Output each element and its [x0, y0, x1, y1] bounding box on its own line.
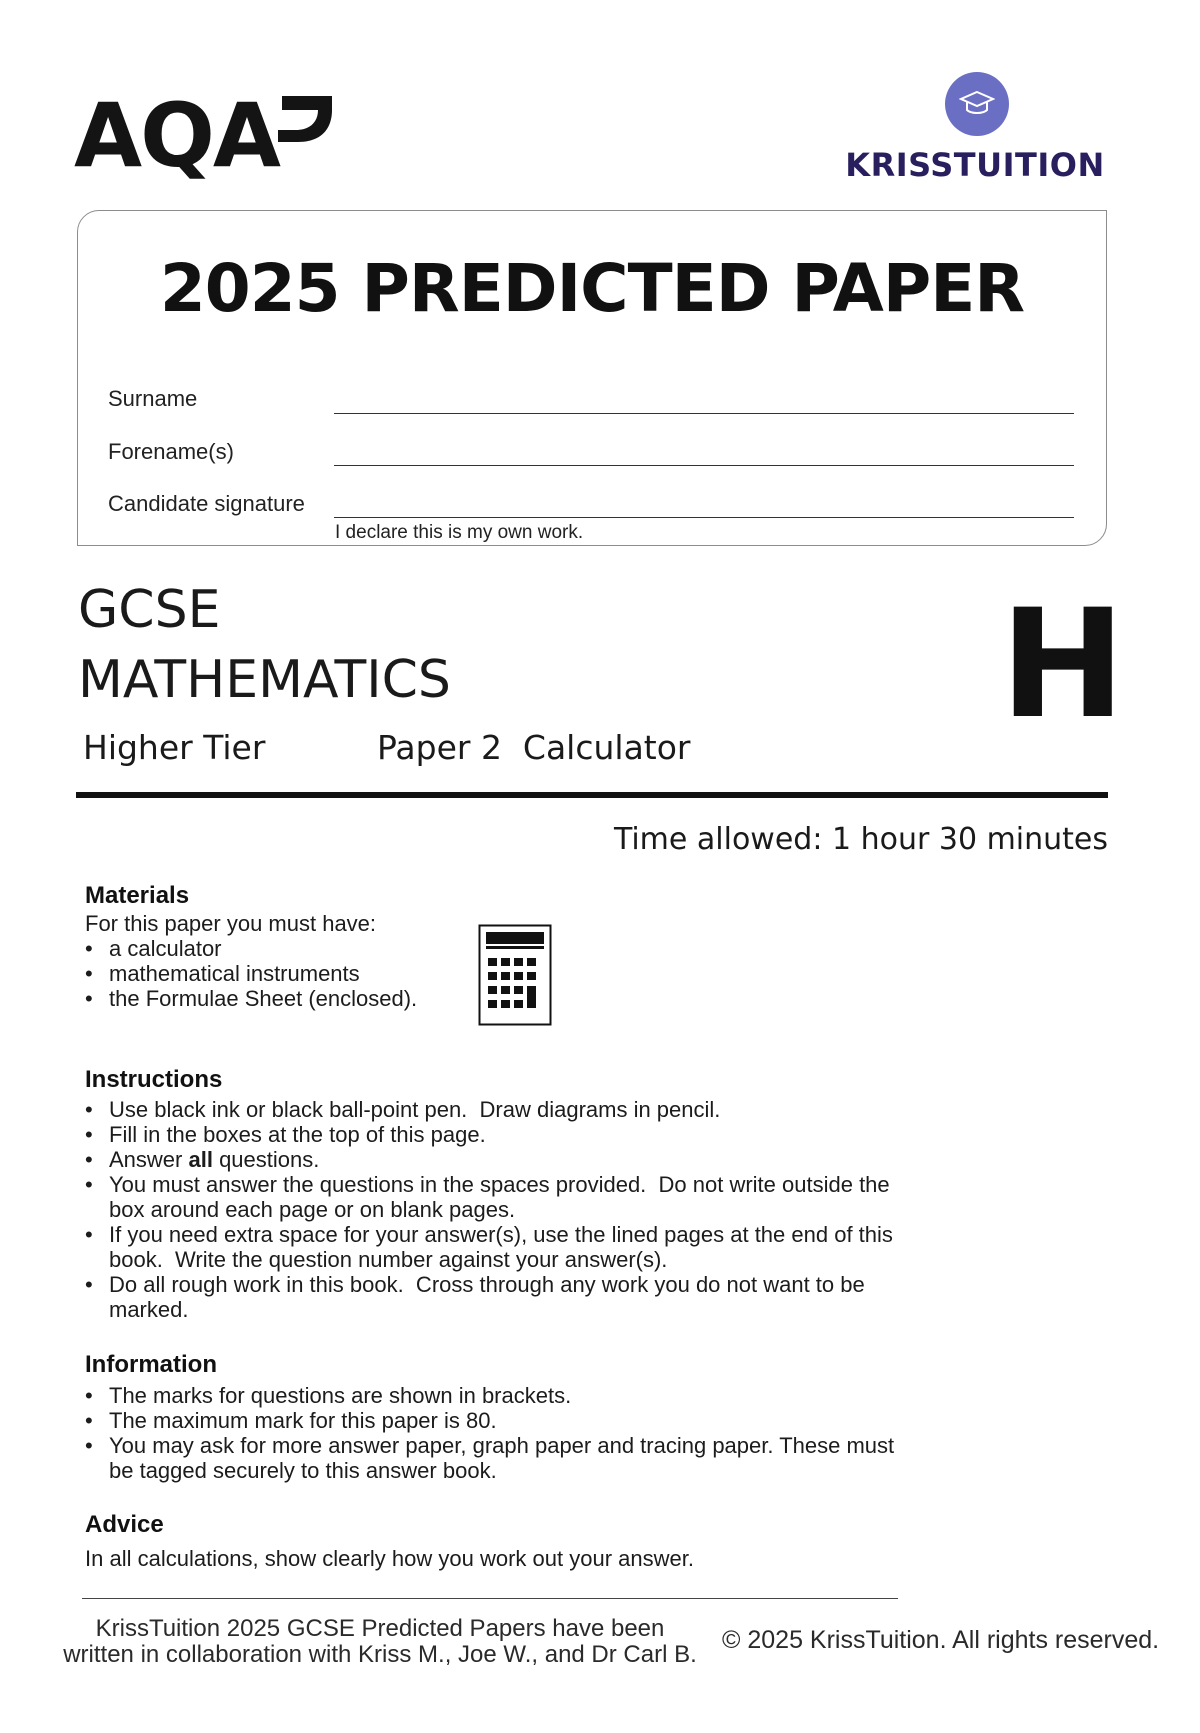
- signature-label: Candidate signature: [108, 491, 305, 516]
- graduation-cap-icon: [959, 90, 995, 118]
- instructions-heading: Instructions: [85, 1066, 223, 1093]
- list-item: • a calculator: [85, 936, 905, 961]
- materials-heading: Materials: [85, 882, 190, 909]
- krisstuition-logo: [840, 70, 1110, 190]
- time-allowed: Time allowed: 1 hour 30 minutes: [613, 822, 1108, 857]
- list-item: • You may ask for more answer paper, graph paper and tracing paper. These must be tagged securely to this answer book.: [85, 1433, 905, 1483]
- paper-title: 2025 PREDICTED PAPER: [159, 250, 1025, 327]
- declaration-text: I declare this is my own work.: [335, 522, 584, 543]
- tier-letter: H: [1000, 578, 1126, 752]
- tier-label: Higher Tier: [83, 728, 266, 767]
- brand-badge: [945, 72, 1009, 136]
- advice-heading: Advice: [85, 1511, 164, 1538]
- forenames-label: Forename(s): [108, 439, 234, 464]
- footer-credit: [60, 1616, 700, 1668]
- aqa-leaf-icon: [276, 90, 336, 148]
- list-item: • Use black ink or black ball-point pen. Draw diagrams in pencil.: [85, 1097, 905, 1122]
- credit-line: written in collaboration with Kriss M., Joe W., and Dr Carl B.: [63, 1641, 697, 1668]
- credit-line: KrissTuition 2025 GCSE Predicted Papers have been: [95, 1615, 665, 1642]
- surname-field[interactable]: [334, 413, 1074, 414]
- advice-text: In all calculations, show clearly how you work out your answer.: [85, 1546, 694, 1571]
- materials-intro: For this paper you must have:: [85, 911, 377, 936]
- surname-label: Surname: [108, 386, 198, 411]
- footer-divider: [82, 1598, 898, 1599]
- list-item: • Answer all questions.: [85, 1147, 905, 1172]
- information-heading: Information: [85, 1351, 217, 1378]
- instructions-list: [85, 1097, 905, 1322]
- aqa-logo: [74, 86, 354, 186]
- list-item: • mathematical instruments: [85, 961, 905, 986]
- calculator-icon: [478, 924, 552, 1026]
- list-item: • If you need extra space for your answer(s), use the lined pages at the end of this book. Write the question number against your answer(s).: [85, 1222, 905, 1272]
- list-item: • Fill in the boxes at the top of this page.: [85, 1122, 905, 1147]
- qualification: GCSE: [78, 580, 221, 640]
- list-item: • You must answer the questions in the spaces provided. Do not write outside the box around each page or on blank pages.: [85, 1172, 905, 1222]
- brand-name: KRISSTUITION: [845, 146, 1105, 184]
- information-list: [85, 1383, 905, 1483]
- signature-field[interactable]: [334, 517, 1074, 518]
- list-item: • The marks for questions are shown in brackets.: [85, 1383, 905, 1408]
- list-item: • Do all rough work in this book. Cross through any work you do not want to be marked.: [85, 1272, 905, 1322]
- exam-board-name: AQA: [74, 84, 280, 187]
- subject-name: MATHEMATICS: [78, 650, 451, 710]
- divider: [76, 792, 1108, 798]
- forenames-field[interactable]: [334, 465, 1074, 466]
- list-item: • The maximum mark for this paper is 80.: [85, 1408, 905, 1433]
- paper-label: Paper 2 Calculator: [377, 728, 691, 767]
- list-item: • the Formulae Sheet (enclosed).: [85, 986, 905, 1011]
- copyright: © 2025 KrissTuition. All rights reserved.: [722, 1626, 1160, 1654]
